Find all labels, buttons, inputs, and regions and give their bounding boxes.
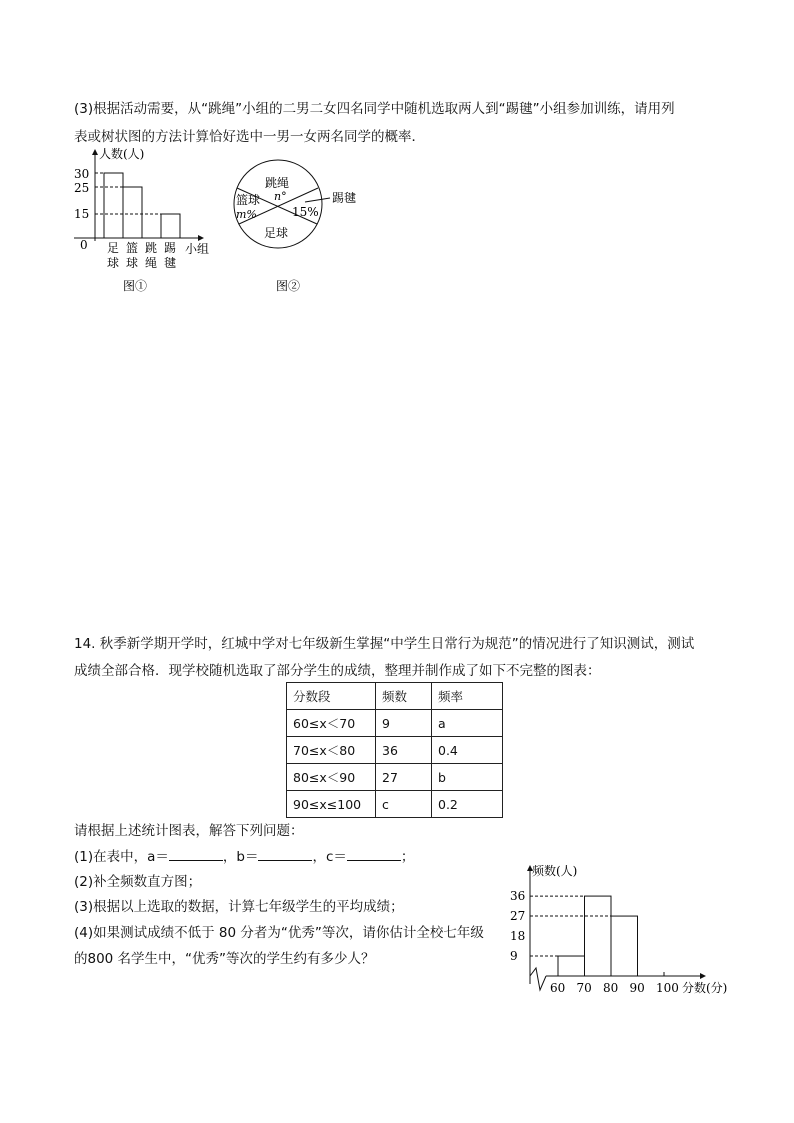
table-cell: 9	[376, 710, 432, 737]
hist-xlabel: 分数(分)	[682, 981, 728, 995]
table-cell: 90≤x≤100	[287, 791, 376, 818]
hist-bar-70-80	[585, 896, 612, 976]
hist-ytick-18: 18	[510, 929, 526, 944]
fig2-label-rope: 跳绳	[265, 176, 290, 190]
answer-blank-b[interactable]	[258, 848, 312, 861]
fig2-label-shuttle: 踢毽	[332, 191, 357, 205]
hist-axis-break	[530, 968, 546, 990]
q1-prefix: (1)在表中，a＝	[74, 849, 169, 865]
fig2-label-basketball-value: m%	[236, 208, 257, 221]
hist-ytick-9: 9	[510, 949, 518, 964]
hist-xtick-90: 90	[629, 981, 645, 995]
q3-line1: (3)根据活动需要，从“跳绳”小组的二男二女四名同学中随机选取两人到“踢毽”小组参加训练，请用列	[74, 101, 675, 117]
q1-c-label: ，c＝	[312, 849, 347, 865]
table-cell: 60≤x＜70	[287, 710, 376, 737]
fig2-caption: 图②	[276, 279, 301, 293]
fig1-cat-basketball-1: 篮	[126, 241, 139, 255]
fig1-cat-shuttle-1: 踢	[164, 241, 177, 255]
q1-b-label: ，b＝	[222, 849, 259, 865]
fig1-ytick-15: 15	[74, 207, 90, 221]
question-4-line1: (4)如果测试成绩不低于 80 分者为“优秀”等次，请你估计全校七年级	[74, 925, 484, 941]
q14-line2: 成绩全部合格．现学校随机选取了部分学生的成绩，整理并制作成了如下不完整的图表：	[74, 663, 601, 679]
answer-blank-c[interactable]	[347, 848, 401, 861]
table-row	[287, 791, 503, 818]
fig2-label-shuttle-value: 15%	[292, 205, 319, 219]
fig1-ytick-25: 25	[74, 181, 90, 195]
table-cell: 36	[376, 737, 432, 764]
fig1-bar-football	[104, 173, 123, 238]
table-cell: 0.2	[432, 791, 503, 818]
fig2-label-basketball: 篮球	[236, 193, 261, 207]
fig1-ylabel: 人数(人)	[99, 147, 145, 161]
question-3: (3)根据以上选取的数据，计算七年级学生的平均成绩；	[74, 899, 404, 915]
frequency-histogram	[500, 860, 740, 1010]
hist-bar-60-70	[558, 956, 585, 976]
table-row	[287, 710, 503, 737]
fig2-label-football: 足球	[264, 226, 289, 240]
table-header-cell: 频数	[376, 683, 432, 710]
question-2: (2)补全频数直方图；	[74, 874, 202, 890]
fig1-cat-football-1: 足	[107, 241, 120, 255]
question-1	[74, 848, 414, 866]
hist-ytick-36: 36	[510, 889, 526, 904]
fig2-leader	[305, 198, 330, 202]
fig1-cat-basketball-2: 球	[126, 256, 139, 270]
fig1-xlabel: 小组	[185, 242, 210, 256]
fig1-ytick-0: 0	[80, 238, 88, 252]
question-4-line2: 的800 名学生中，“优秀”等次的学生约有多少人？	[74, 951, 375, 967]
table-cell: c	[376, 791, 432, 818]
fig1-cat-rope-1: 跳	[145, 241, 158, 255]
hist-xtick-70: 70	[576, 981, 592, 995]
table-header-cell: 频率	[432, 683, 503, 710]
fig1-cat-football-2: 球	[107, 256, 120, 270]
table-cell: a	[432, 710, 503, 737]
table-header-row	[287, 683, 503, 710]
fig1-bar-basketball	[123, 187, 142, 238]
hist-ylabel: 频数(人)	[532, 864, 578, 878]
figure2-pie-chart	[226, 146, 366, 296]
hist-ytick-27: 27	[510, 909, 526, 924]
table-header-cell: 分数段	[287, 683, 376, 710]
q14-line1: 14. 秋季新学期开学时，红城中学对七年级新生掌握“中学生日常行为规范”的情况进行了知识测试，测试	[74, 636, 695, 652]
table-row	[287, 737, 503, 764]
fig1-bar-shuttlecock	[161, 214, 180, 238]
table-cell: b	[432, 764, 503, 791]
table-cell: 0.4	[432, 737, 503, 764]
table-cell: 80≤x＜90	[287, 764, 376, 791]
hist-xtick-100: 100	[656, 981, 679, 995]
figure1-bar-chart	[66, 146, 216, 296]
fig1-cat-shuttle-2: 毽	[164, 256, 177, 270]
hist-bar-80-90	[611, 916, 638, 976]
hist-xtick-80: 80	[603, 981, 619, 995]
table-row	[287, 764, 503, 791]
questions-intro: 请根据上述统计图表，解答下列问题：	[74, 823, 304, 839]
fig1-ytick-30: 30	[74, 167, 90, 181]
fig2-label-rope-value: n°	[274, 190, 287, 203]
table-cell: 70≤x＜80	[287, 737, 376, 764]
fig1-caption: 图①	[123, 279, 148, 293]
q3-line2: 表或树状图的方法计算恰好选中一男一女两名同学的概率．	[74, 129, 425, 145]
fig1-cat-rope-2: 绳	[145, 256, 158, 270]
answer-blank-a[interactable]	[169, 848, 223, 861]
q1-end: ；	[400, 849, 415, 865]
frequency-table	[286, 682, 503, 818]
table-cell: 27	[376, 764, 432, 791]
hist-xtick-60: 60	[550, 981, 566, 995]
